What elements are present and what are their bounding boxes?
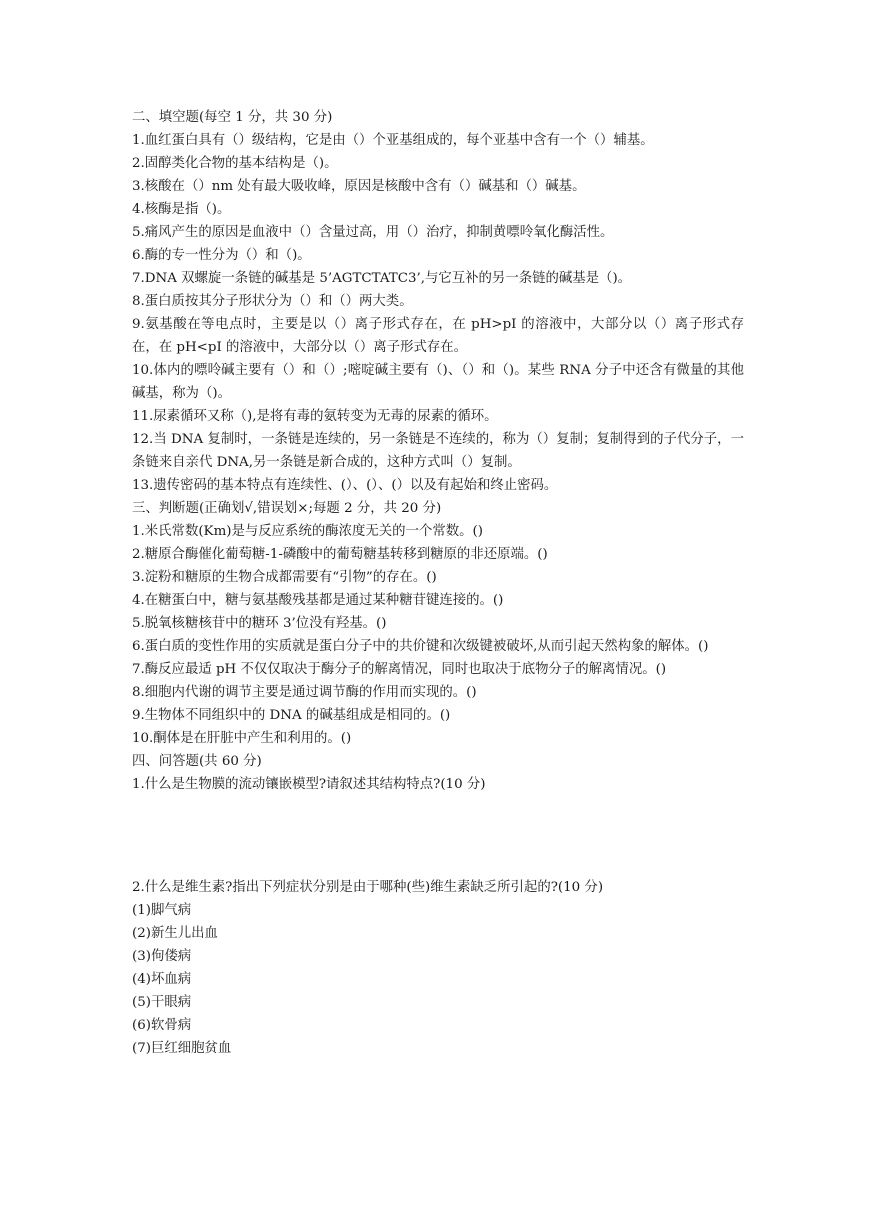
true-false-item: 7.酶反应最适 pH 不仅仅取决于酶分子的解离情况，同时也取决于底物分子的解离情况。() — [132, 662, 667, 677]
section-heading-qa: 四、问答题(共 60 分) — [132, 754, 262, 769]
answer-space — [132, 796, 744, 876]
true-false-item: 1.米氏常数(Km)是与反应系统的酶浓度无关的一个常数。() — [132, 524, 483, 539]
fill-blank-item: 12.当 DNA 复制时，一条链是连续的，另一条链是不连续的，称为（）复制；复制得到的子代分子，一条链来自亲代 DNA,另一条链是新合成的，这种方式叫（）复制。 — [132, 432, 744, 470]
true-false-item: 10.酮体是在肝脏中产生和利用的。() — [132, 731, 352, 746]
fill-blank-item: 11.尿素循环又称（),是将有毒的氨转变为无毒的尿素的循环。 — [132, 409, 498, 424]
fill-blank-item: 9.氨基酸在等电点时，主要是以（）离子形式存在，在 pH>pI 的溶液中，大部分以（）离子形式存在，在 pH<pI 的溶液中，大部分以（）离子形式存在。 — [132, 317, 744, 355]
true-false-item: 3.淀粉和糖原的生物合成都需要有“引物”的存在。() — [132, 570, 437, 585]
section-heading-true-false: 三、判断题(正确划√,错误划×;每题 2 分，共 20 分) — [132, 501, 442, 516]
qa-subitem: (4)坏血病 — [132, 972, 192, 987]
exam-content — [132, 106, 744, 1060]
qa-question: 2.什么是维生素?指出下列症状分别是由于哪种(些)维生素缺乏所引起的?(10 分) — [132, 880, 604, 895]
true-false-item: 9.生物体不同组织中的 DNA 的碱基组成是相同的。() — [132, 708, 451, 723]
qa-subitem: (7)巨红细胞贫血 — [132, 1041, 232, 1056]
fill-blank-item: 3.核酸在（）nm 处有最大吸收峰，原因是核酸中含有（）碱基和（）碱基。 — [132, 179, 586, 194]
true-false-item: 8.细胞内代谢的调节主要是通过调节酶的作用而实现的。() — [132, 685, 477, 700]
fill-blank-item: 7.DNA 双螺旋一条链的碱基是 5’AGTCTATC3’,与它互补的另一条链的碱基是（)。 — [132, 271, 632, 286]
qa-subitem: (6)软骨病 — [132, 1018, 192, 1033]
fill-blank-item: 8.蛋白质按其分子形状分为（）和（）两大类。 — [132, 294, 413, 309]
fill-blank-item: 1.血红蛋白具有（）级结构，它是由（）个亚基组成的，每个亚基中含有一个（）辅基。 — [132, 133, 654, 148]
fill-blank-item: 6.酶的专一性分为（）和（)。 — [132, 248, 311, 263]
true-false-item: 2.糖原合酶催化葡萄糖-1-磷酸中的葡萄糖基转移到糖原的非还原端。() — [132, 547, 548, 562]
true-false-item: 5.脱氧核糖核苷中的糖环 3’位没有羟基。() — [132, 616, 387, 631]
section-heading-fill-blank: 二、填空题(每空 1 分，共 30 分) — [132, 110, 333, 125]
qa-question: 1.什么是生物膜的流动镶嵌模型?请叙述其结构特点?(10 分) — [132, 777, 486, 792]
fill-blank-item: 13.遗传密码的基本特点有连续性、(）、(）、(）以及有起始和终止密码。 — [132, 478, 558, 493]
true-false-item: 6.蛋白质的变性作用的实质就是蛋白分子中的共价键和次级键被破坏,从而引起天然构象的解体。() — [132, 639, 709, 654]
qa-subitem: (3)佝偻病 — [132, 949, 192, 964]
true-false-item: 4.在糖蛋白中，糖与氨基酸残基都是通过某种糖苷键连接的。() — [132, 593, 504, 608]
fill-blank-item: 4.核酶是指（)。 — [132, 202, 231, 217]
fill-blank-item: 5.痛风产生的原因是血液中（）含量过高，用（）治疗，抑制黄嘌呤氧化酶活性。 — [132, 225, 614, 240]
qa-subitem: (2)新生儿出血 — [132, 926, 218, 941]
qa-subitem: (1)脚气病 — [132, 903, 192, 918]
qa-subitem: (5)干眼病 — [132, 995, 192, 1010]
fill-blank-item: 10.体内的嘌呤碱主要有（）和（）;嘧啶碱主要有（)、（）和（)。某些 RNA 分子中还含有微量的其他碱基，称为（)。 — [132, 363, 744, 401]
fill-blank-item: 2.固醇类化合物的基本结构是（)。 — [132, 156, 338, 171]
